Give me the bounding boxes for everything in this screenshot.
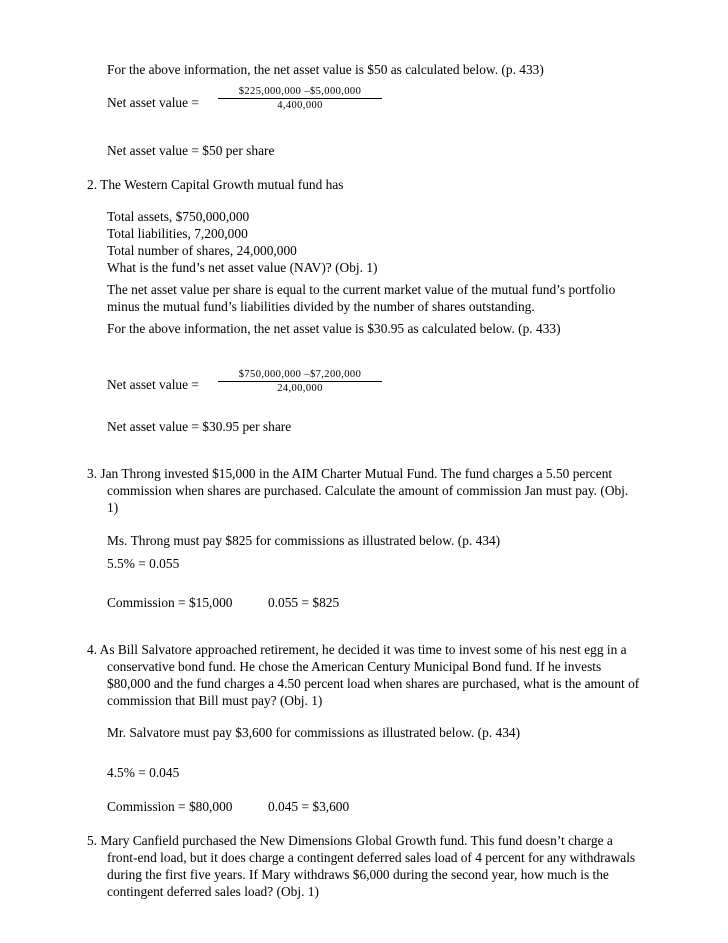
q2-question: What is the fund’s net asset value (NAV)? (Obj. 1): [107, 260, 378, 275]
q3-rate: 5.5% = 0.055: [107, 556, 180, 571]
question-5-line-3: during the first five years. If Mary withdraws $6,000 during the second year, how much is the: [107, 867, 609, 882]
q2-calc-intro: For the above information, the net asset value is $30.95 as calculated below. (p. 433): [107, 321, 561, 336]
question-3-line-1: 3. Jan Throng invested $15,000 in the AIM Charter Mutual Fund. The fund charges a 5.50 percent: [87, 466, 613, 481]
q4-rate: 4.5% = 0.045: [107, 765, 180, 780]
q2-definition-line-1: The net asset value per share is equal to the current market value of the mutual fund’s portfolio: [107, 282, 616, 297]
q3-commission-right: 0.055 = $825: [268, 595, 340, 610]
fraction-numerator: $225,000,000 –$5,000,000: [238, 86, 362, 97]
nav-label: Net asset value =: [107, 95, 199, 110]
q4-commission-left: Commission = $80,000: [107, 799, 233, 814]
fraction-numerator: $750,000,000 –$7,200,000: [238, 369, 362, 380]
question-4-line-4: commission that Bill must pay? (Obj. 1): [107, 693, 323, 708]
q2-nav-fraction: [218, 369, 382, 395]
question-5-line-2: front-end load, but it does charge a contingent deferred sales load of 4 percent for any withdrawals: [107, 850, 636, 865]
question-5-line-1: 5. Mary Canfield purchased the New Dimensions Global Growth fund. This fund doesn’t charge a: [87, 833, 613, 848]
q2-result: Net asset value = $30.95 per share: [107, 419, 292, 434]
q4-commission-right: 0.045 = $3,600: [268, 799, 350, 814]
question-4-line-3: $80,000 and the fund charges a 4.50 percent load when shares are purchased, what is the amount of: [107, 676, 640, 691]
nav-fraction: [218, 86, 382, 112]
nav-result: Net asset value = $50 per share: [107, 143, 275, 158]
question-3-line-2: commission when shares are purchased. Calculate the amount of commission Jan must pay. (Obj.: [107, 483, 629, 498]
q3-commission-left: Commission = $15,000: [107, 595, 233, 610]
question-4-line-2: conservative bond fund. He chose the American Century Municipal Bond fund. If he invests: [107, 659, 602, 674]
fraction-denominator: 4,400,000: [277, 100, 323, 111]
fraction-bar: [218, 98, 382, 99]
q2-total-shares: Total number of shares, 24,000,000: [107, 243, 297, 258]
intro-text: For the above information, the net asset value is $50 as calculated below. (p. 433): [107, 62, 544, 77]
question-4-line-1: 4. As Bill Salvatore approached retirement, he decided it was time to invest some of his nest egg in a: [87, 642, 627, 657]
q2-total-liabilities: Total liabilities, 7,200,000: [107, 226, 248, 241]
q3-answer: Ms. Throng must pay $825 for commissions as illustrated below. (p. 434): [107, 533, 501, 548]
question-5-line-4: contingent deferred sales load? (Obj. 1): [107, 884, 319, 899]
question-2-title: 2. The Western Capital Growth mutual fund has: [87, 177, 344, 192]
q2-nav-label: Net asset value =: [107, 377, 199, 392]
q2-total-assets: Total assets, $750,000,000: [107, 209, 250, 224]
fraction-denominator: 24,00,000: [277, 383, 323, 394]
fraction-bar: [218, 381, 382, 382]
q4-answer: Mr. Salvatore must pay $3,600 for commissions as illustrated below. (p. 434): [107, 725, 521, 740]
question-3-line-3: 1): [107, 500, 119, 515]
q2-definition-line-2: minus the mutual fund’s liabilities divided by the number of shares outstanding.: [107, 299, 535, 314]
